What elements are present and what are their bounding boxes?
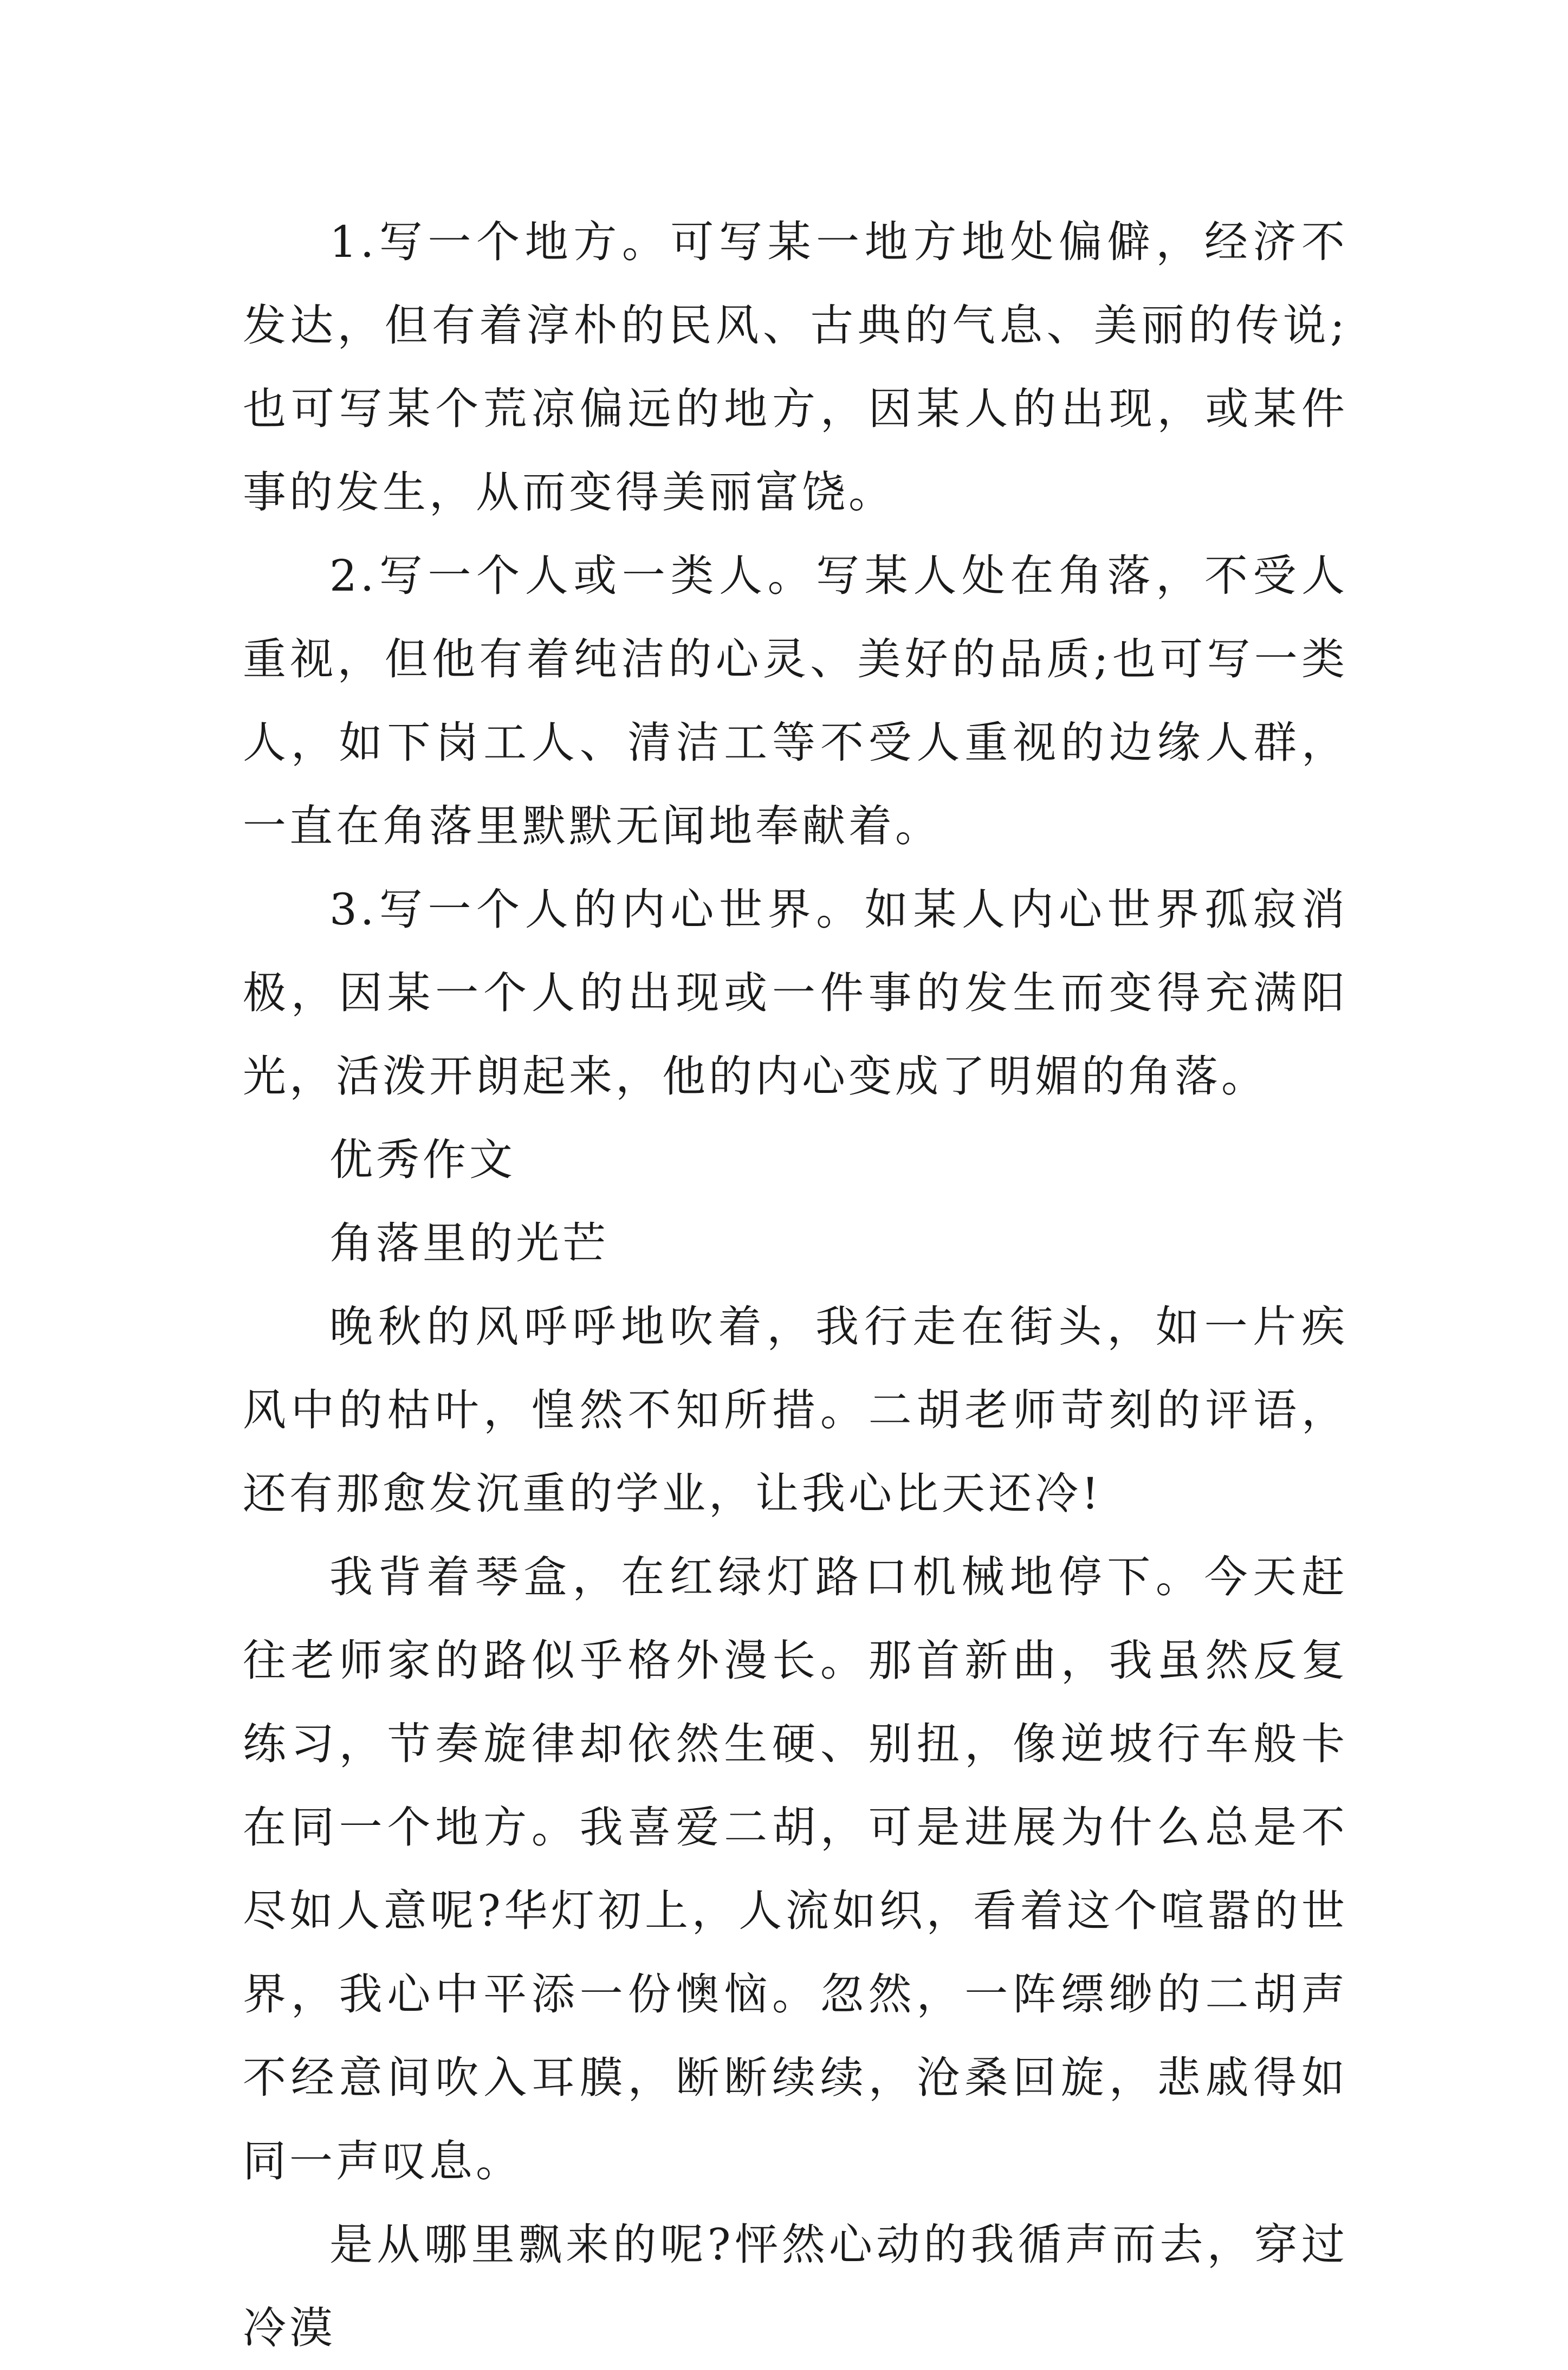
paragraph-writing-inner-world: 3.写一个人的内心世界。如某人内心世界孤寂消极，因某一个人的出现或一件事的发生而变得充满阳光，活泼开朗起来，他的内心变成了明媚的角落。 xyxy=(243,884,1348,1102)
essay-title: 角落里的光芒 xyxy=(329,1218,609,1268)
paragraph-writing-a-place: 1.写一个地方。可写某一地方地处偏僻，经济不发达，但有着淳朴的民风、古典的气息、美丽的传说;也可写某个荒凉偏远的地方，因某人的出现，或某件事的发生，从而变得美丽富饶。 xyxy=(243,217,1348,517)
essay-paragraph-2: 我背着琴盒，在红绿灯路口机械地停下。今天赶往老师家的路似乎格外漫长。那首新曲，我虽然反复练习，节奏旋律却依然生硬、别扭，像逆坡行车般卡在同一个地方。我喜爱二胡，可是进展为什么总是不尽如人意呢?华灯初上，人流如织，看着这个喧嚣的世界，我心中平添一份懊恼。忽然，一阵缥缈的二胡声不经意间吹入耳膜，断断续续，沧桑回旋，悲戚得如同一声叹息。 xyxy=(243,1552,1348,2186)
essay-paragraph-1: 晚秋的风呼呼地吹着，我行走在街头，如一片疾风中的枯叶，惶然不知所措。二胡老师苛刻的评语，还有那愈发沉重的学业，让我心比天还冷! xyxy=(243,1301,1348,1519)
paragraph-writing-a-person: 2.写一个人或一类人。写某人处在角落，不受人重视，但他有着纯洁的心灵、美好的品质;也可写一类人，如下岗工人、清洁工等不受人重视的边缘人群，一直在角落里默默无闻地奉献着。 xyxy=(243,551,1348,851)
document-body xyxy=(243,200,1348,2370)
section-heading-excellent-essay: 优秀作文 xyxy=(329,1135,516,1185)
essay-paragraph-3: 是从哪里飘来的呢?怦然心动的我循声而去，穿过冷漠 xyxy=(243,2219,1348,2353)
